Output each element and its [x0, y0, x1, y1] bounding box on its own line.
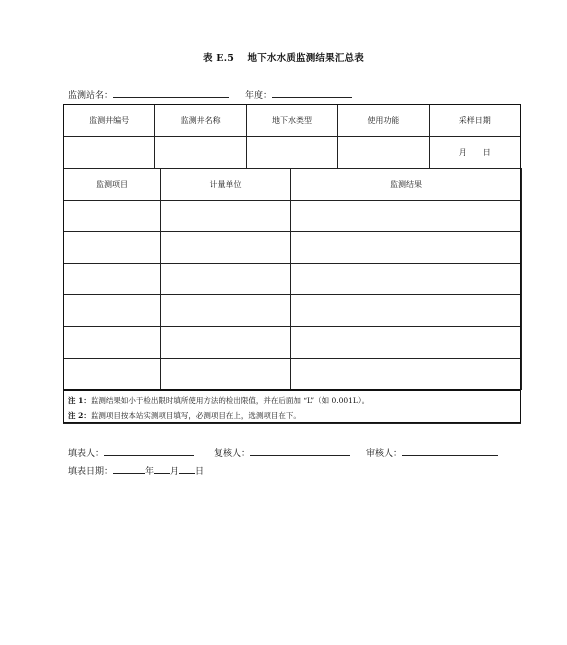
fill-month-field[interactable]: [154, 464, 170, 474]
unit-cell[interactable]: [161, 358, 291, 390]
result-cell[interactable]: [291, 263, 522, 295]
day-char: 日: [195, 467, 205, 477]
item-cell[interactable]: [64, 200, 161, 232]
results-header-row: [64, 169, 522, 201]
filler-label: 填表人：: [68, 449, 105, 459]
header-well-name: 监测井名称: [155, 105, 246, 137]
well-id-cell[interactable]: [64, 137, 155, 169]
unit-cell[interactable]: [161, 295, 291, 327]
item-cell[interactable]: [64, 326, 161, 358]
result-cell[interactable]: [291, 326, 522, 358]
table-code: 表 E.5: [203, 53, 235, 64]
header-usage: 使用功能: [338, 105, 429, 137]
result-cell[interactable]: [291, 358, 522, 390]
table-row: [64, 295, 522, 327]
note-label: 注 2：: [68, 411, 91, 420]
note-1: [68, 395, 369, 406]
fill-date-label: 填表日期：: [68, 467, 114, 477]
fill-year-field[interactable]: [113, 464, 145, 474]
unit-cell[interactable]: [161, 263, 291, 295]
notes-box: [63, 389, 521, 424]
table-row: [64, 263, 522, 295]
fill-day-field[interactable]: [179, 464, 195, 474]
table-row: [64, 326, 522, 358]
header-item: 监测项目: [64, 169, 161, 201]
results-table: [63, 168, 522, 390]
table-row: [64, 358, 522, 390]
usage-cell[interactable]: [338, 137, 429, 169]
sampling-date-cell[interactable]: 月 日: [429, 137, 520, 169]
result-cell[interactable]: [291, 200, 522, 232]
year-label: 年度：: [245, 91, 273, 101]
note-2: [68, 410, 301, 421]
groundwater-type-cell[interactable]: [246, 137, 337, 169]
meta-line: [68, 88, 352, 101]
filler-field[interactable]: [104, 446, 194, 456]
table-title: 地下水水质监测结果汇总表: [247, 53, 364, 64]
document-title: [0, 50, 567, 64]
well-info-header-row: [64, 105, 521, 137]
station-name-field[interactable]: [113, 88, 229, 98]
header-groundwater-type: 地下水类型: [246, 105, 337, 137]
table-row: [64, 232, 522, 264]
unit-cell[interactable]: [161, 326, 291, 358]
signature-line: [68, 446, 498, 459]
header-well-id: 监测井编号: [64, 105, 155, 137]
station-label: 监测站名：: [68, 91, 114, 101]
item-cell[interactable]: [64, 295, 161, 327]
month-char: 月: [170, 467, 180, 477]
auditor-field[interactable]: [402, 446, 498, 456]
well-name-cell[interactable]: [155, 137, 246, 169]
well-info-table: [63, 104, 521, 169]
unit-cell[interactable]: [161, 232, 291, 264]
result-cell[interactable]: [291, 232, 522, 264]
reviewer-field[interactable]: [250, 446, 350, 456]
unit-cell[interactable]: [161, 200, 291, 232]
year-char: 年: [145, 467, 155, 477]
auditor-label: 审核人：: [366, 449, 403, 459]
item-cell[interactable]: [64, 263, 161, 295]
table-row: [64, 200, 522, 232]
note-text: 监测项目按本站实测项目填写，必测项目在上，选测项目在下。: [90, 411, 301, 420]
well-info-value-row: [64, 137, 521, 169]
header-unit: 计量单位: [161, 169, 291, 201]
note-label: 注 1：: [68, 396, 91, 405]
fill-date-line: [68, 464, 204, 477]
reviewer-label: 复核人：: [214, 449, 251, 459]
year-field[interactable]: [272, 88, 352, 98]
header-result: 监测结果: [291, 169, 522, 201]
result-cell[interactable]: [291, 295, 522, 327]
header-sampling-date: 采样日期: [429, 105, 520, 137]
note-text: 监测结果如小于检出限时填所使用方法的检出限值，并在后面加 “L”（如 0.001L）。: [90, 396, 370, 405]
item-cell[interactable]: [64, 232, 161, 264]
item-cell[interactable]: [64, 358, 161, 390]
